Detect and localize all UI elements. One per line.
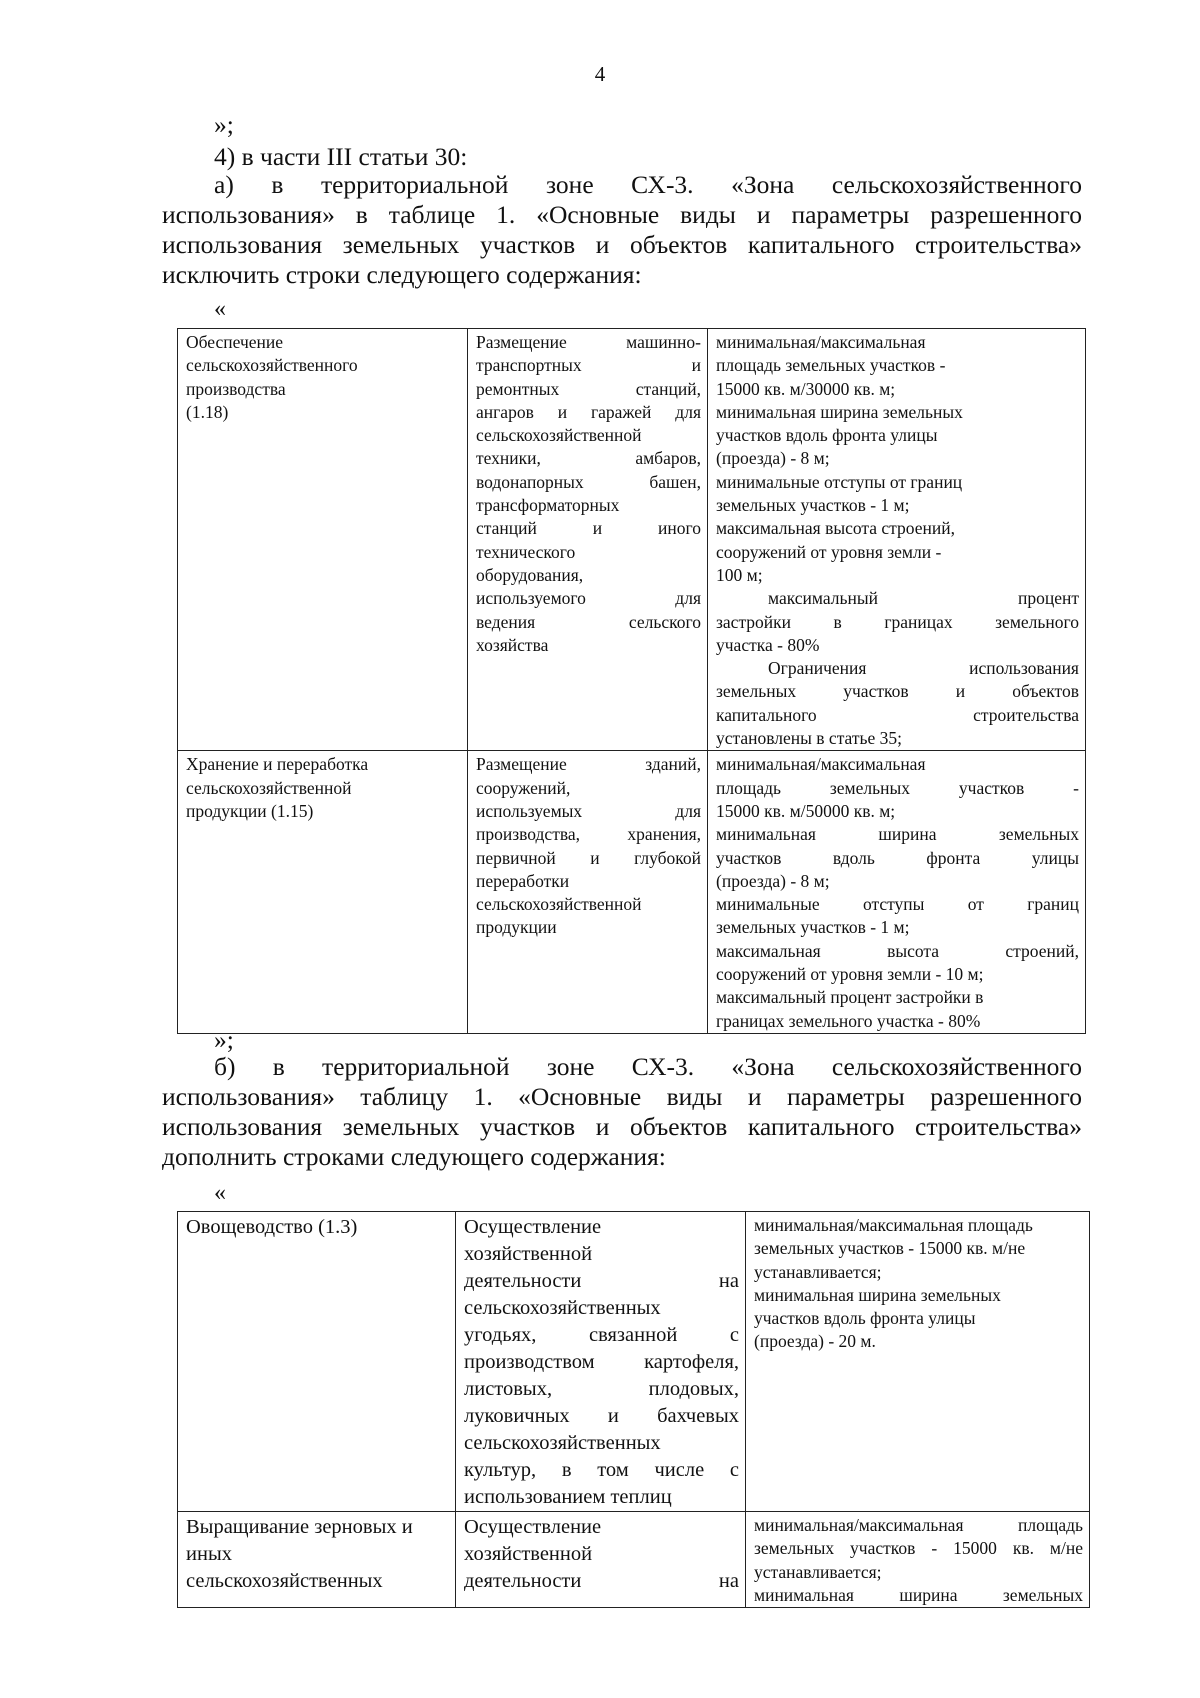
cell-line: Осуществление [464,1516,602,1538]
cell-line: (1.18) [186,401,229,422]
cell-line: Овощеводство (1.3) [186,1216,358,1238]
cell-line: минимальные отступы от границ [716,894,1079,915]
cell-line: хозяйственной [464,1243,593,1265]
cell-line: минимальные отступы от границ [716,471,963,492]
cell-line: иных [186,1543,232,1565]
cell-line: площадь земельных участков - [716,355,946,376]
cell-line: (проезда) - 8 м; [716,448,830,469]
cell-line: производства [186,378,286,399]
cell-line: минимальная ширина земельных [716,401,963,422]
cell-line: максимальный процент застройки в [716,987,984,1008]
table-row [178,1512,1090,1608]
paragraph-b-line: дополнить строками следующего содержания: [162,1142,666,1171]
cell-line: продукции (1.15) [186,800,314,821]
cell-line: капитального строительства [716,704,1079,725]
paragraph-a-line: использования земельных участков и объектов капитального строительства» [162,230,1082,259]
table-cell-parameters [746,1212,1090,1512]
cell-line: Ограничения использования [768,658,1079,679]
cell-line: трансформаторных [476,495,620,516]
cell-line: минимальная ширина земельных [716,824,1079,845]
cell-line: сельскохозяйственного [186,355,358,376]
table-cell-description [468,751,708,1034]
close-quote-line: »; [214,1025,234,1054]
cell-line: минимальная/максимальная площадь [754,1515,1083,1535]
cell-line: земельных участков - 1 м; [716,495,910,516]
cell-line: Выращивание зерновых и [186,1516,413,1538]
paragraph-b [162,1052,1082,1172]
cell-line: Размещение зданий, [476,754,701,775]
paragraph-b-line: использования земельных участков и объектов капитального строительства» [162,1112,1082,1141]
cell-line: устанавливается; [754,1261,882,1282]
cell-line: минимальная/максимальная [716,754,926,775]
open-quote: « [214,296,226,322]
cell-line: ведения сельского [476,611,701,632]
cell-line: 15000 кв. м/30000 кв. м; [716,378,896,399]
table-cell-parameters [708,751,1086,1034]
cell-line: максимальная высота строений, [716,940,1079,961]
cell-line: производства, хранения, [476,824,701,845]
cell-line: сооружений от уровня земли - 10 м; [716,964,984,985]
cell-line: участков вдоль фронта улицы [716,847,1079,868]
cell-line: застройки в границах земельного [716,611,1079,632]
cell-line: установлены в статье 35; [716,728,903,749]
table-cell-parameters [708,329,1086,751]
cell-line: оборудования, [476,564,584,585]
cell-line: сельскохозяйственной [186,777,352,798]
cell-line: устанавливается; [754,1561,882,1582]
cell-line: земельных участков - 1 м; [716,917,910,938]
table-cell-name [178,1212,456,1512]
paragraph-b-line: использования» таблицу 1. «Основные виды и параметры разрешенного [162,1082,1082,1111]
paragraph-b-line: б) в территориальной зоне СХ-3. «Зона сельскохозяйственного [214,1052,1082,1081]
cell-line: 15000 кв. м/50000 кв. м; [716,800,896,821]
cell-line: первичной и глубокой [476,847,701,868]
cell-line: деятельности на [464,1270,739,1292]
table-cell-name [178,329,468,751]
cell-line: ангаров и гаражей для [476,401,701,422]
cell-line: земельных участков - 15000 кв. м/не [754,1538,1083,1559]
cell-line: 100 м; [716,564,763,585]
cell-line: транспортных и [476,355,701,376]
cell-line: минимальная/максимальная площадь [754,1215,1033,1235]
cell-line: максимальный процент [768,588,1079,609]
paragraph-a-line: а) в территориальной зоне СХ-3. «Зона сельскохозяйственного [214,170,1082,199]
cell-line: участков вдоль фронта улицы [716,425,938,446]
cell-line: станций и иного [476,518,701,539]
cell-line: используемого для [476,588,701,609]
cell-line: Хранение и переработка [186,754,369,775]
cell-line: используемых для [476,800,701,821]
cell-line: переработки [476,870,570,891]
close-quote-line: »; [214,110,234,139]
cell-line: сельскохозяйственных [464,1432,661,1454]
cell-line: (проезда) - 8 м; [716,870,830,891]
table-added-rows [177,1211,1090,1608]
cell-line: хозяйства [476,634,549,655]
table-cell-parameters [746,1512,1090,1608]
cell-line: хозяйственной [464,1543,593,1565]
cell-line: сельскохозяйственной [476,894,642,915]
page-number: 4 [594,62,606,86]
cell-line: деятельности на [464,1570,739,1592]
table-cell-description [456,1512,746,1608]
paragraph-a-line: исключить строки следующего содержания: [162,260,642,289]
cell-line: Осуществление [464,1216,602,1238]
cell-line: границах земельного участка - 80% [716,1010,981,1031]
cell-line: участков вдоль фронта улицы [754,1308,976,1329]
cell-line: минимальная ширина земельных [754,1584,1083,1605]
cell-line: луковичных и бахчевых [464,1405,739,1427]
cell-line: угодьях, связанной с [464,1324,739,1346]
cell-line: использованием теплиц [464,1486,672,1508]
cell-line: продукции [476,917,557,938]
cell-line: (проезда) - 20 м. [754,1331,876,1352]
cell-line: водонапорных башен, [476,471,701,492]
table-cell-name [178,751,468,1034]
table-row [178,1212,1090,1512]
table-cell-description [456,1212,746,1512]
cell-line: техники, амбаров, [476,448,701,469]
cell-line: минимальная/максимальная [716,332,926,352]
cell-line: сельскохозяйственных [186,1570,383,1592]
cell-line: сооружений, [476,777,571,798]
cell-line: земельных участков - 15000 кв. м/не [754,1238,1026,1259]
cell-line: участка - 80% [716,634,820,655]
cell-line: Обеспечение [186,332,284,352]
cell-line: Размещение машинно- [476,332,701,352]
cell-line: производством картофеля, [464,1351,739,1373]
cell-line: площадь земельных участков - [716,777,1079,798]
item-4-heading: 4) в части III статьи 30: [214,142,468,171]
cell-line: максимальная высота строений, [716,518,955,539]
cell-line: сооружений от уровня земли - [716,541,942,562]
cell-line: технического [476,541,576,562]
cell-line: сельскохозяйственных [464,1297,661,1319]
cell-line: ремонтных станций, [476,378,701,399]
table-cell-name [178,1512,456,1608]
table-row [178,329,1086,751]
cell-line: сельскохозяйственной [476,425,642,446]
cell-line: земельных участков и объектов [716,681,1079,702]
cell-line: листовых, плодовых, [464,1378,739,1400]
table-row [178,751,1086,1034]
open-quote: « [214,1180,226,1206]
paragraph-a [162,170,1082,290]
table-cell-description [468,329,708,751]
table-excluded-rows [177,328,1086,1034]
cell-line: культур, в том числе с [464,1459,739,1481]
cell-line: минимальная ширина земельных [754,1284,1001,1305]
paragraph-a-line: использования» в таблице 1. «Основные виды и параметры разрешенного [162,200,1082,229]
